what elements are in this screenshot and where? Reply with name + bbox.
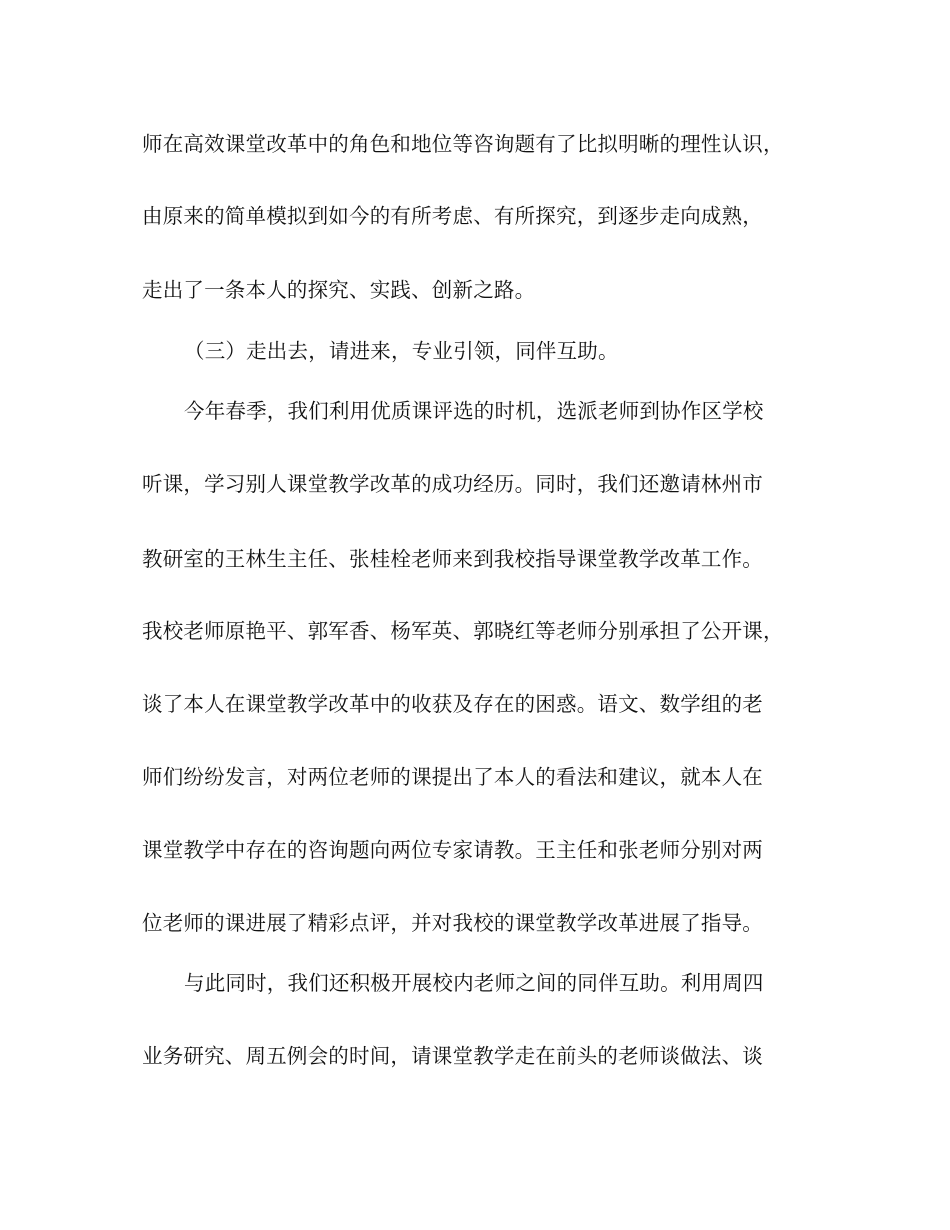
text-line: 位老师的课进展了精彩点评，并对我校的课堂教学改革进展了指导。: [142, 911, 763, 935]
text-line: 课堂教学中存在的咨询题向两位专家请教。王主任和张老师分别对两: [142, 838, 763, 862]
text-line: 走出了一条本人的探究、实践、创新之路。: [142, 278, 536, 302]
paragraph-start-line: 与此同时，我们还积极开展校内老师之间的同伴互助。利用周四: [184, 971, 764, 995]
text-line: 由原来的简单模拟到如今的有所考虑、有所探究，到逐步走向成熟，: [142, 204, 763, 228]
text-line: 师在高效课堂改革中的角色和地位等咨询题有了比拟明晰的理性认识，: [142, 132, 784, 156]
section-heading: （三）走出去，请进来，专业引领，同伴互助。: [184, 339, 619, 363]
text-line: 听课，学习别人课堂教学改革的成功经历。同时，我们还邀请林州市: [142, 472, 763, 496]
text-line: 我校老师原艳平、郭军香、杨军英、郭晓红等老师分别承担了公开课，: [142, 619, 784, 643]
text-line: 谈了本人在课堂教学改革中的收获及存在的困惑。语文、数学组的老: [142, 692, 763, 716]
text-line: 师们纷纷发言，对两位老师的课提出了本人的看法和建议，就本人在: [142, 765, 763, 789]
paragraph-start-line: 今年春季，我们利用优质课评选的时机，选派老师到协作区学校: [184, 399, 764, 423]
text-line: 业务研究、周五例会的时间，请课堂教学走在前头的老师谈做法、谈: [142, 1044, 763, 1068]
text-line: 教研室的王林生主任、张桂栓老师来到我校指导课堂教学改革工作。: [142, 547, 763, 571]
